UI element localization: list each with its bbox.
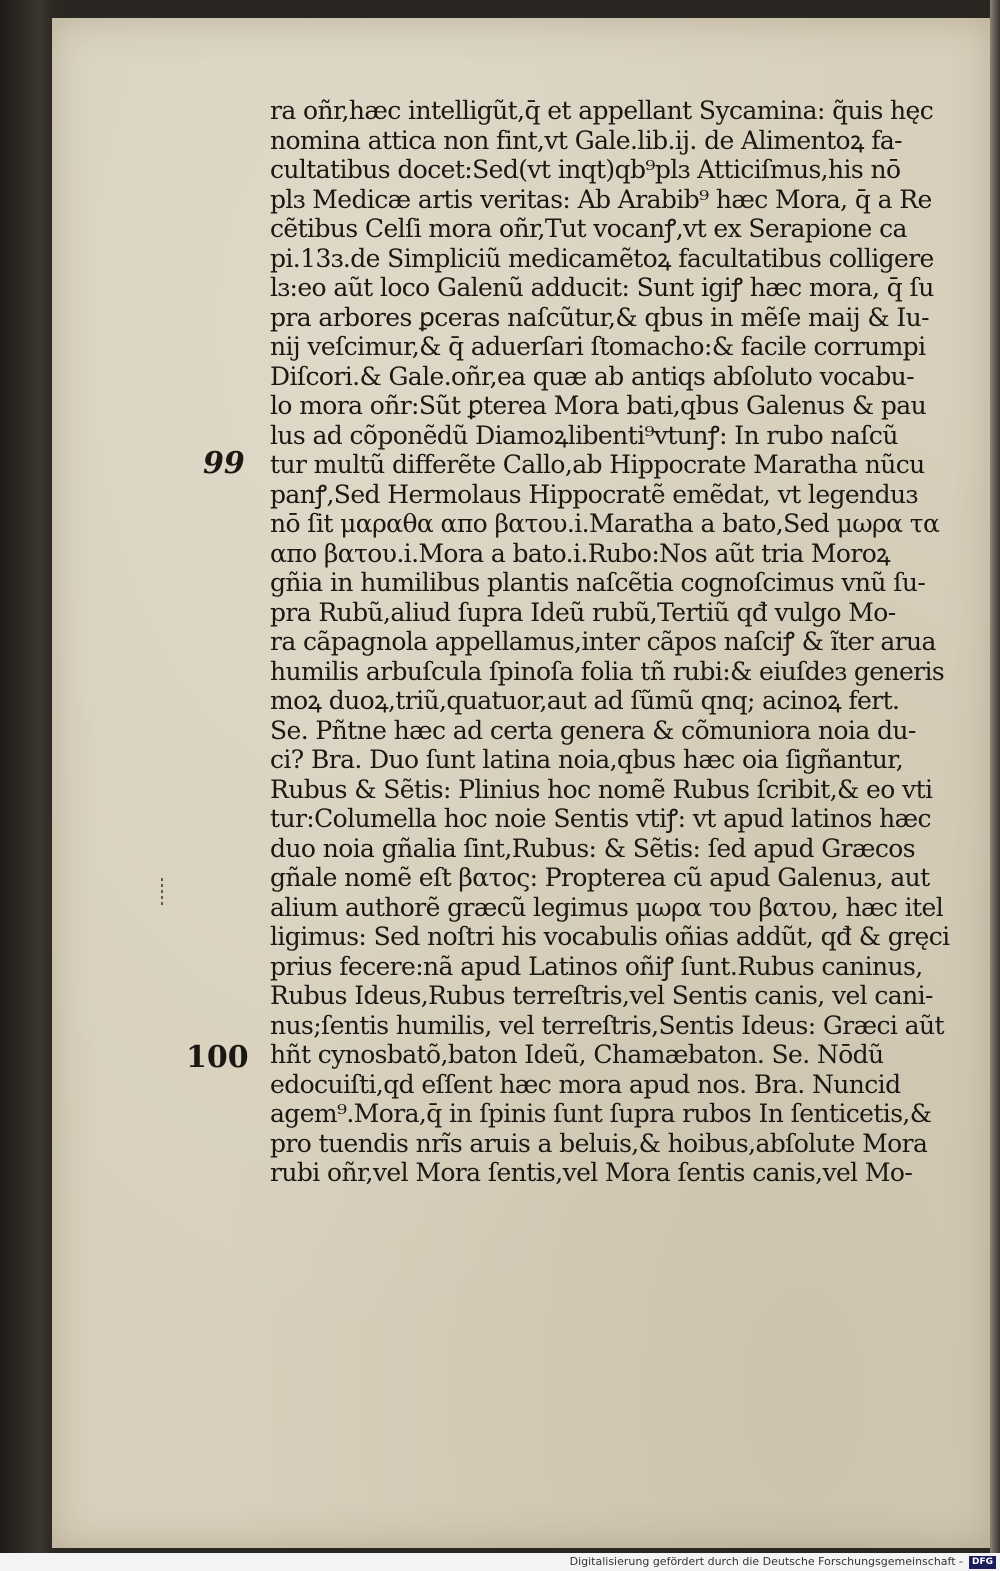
text-line: agem⁹.Mora,q̄ in ſpinis ſunt ſupra rubos In ſenticetis,& [270, 1099, 932, 1128]
text-line: rubi oñr,vel Mora ſentis,vel Mora ſentis canis,vel Mo- [270, 1158, 913, 1187]
text-line: ligimus: Sed noſtri his vocabulis oñias addũt, qđ & gręci [270, 922, 950, 951]
text-line: pra arbores ꝑceras naſcũtur,& qbus in mẽſe maij & Iu- [270, 302, 929, 332]
dfg-logo-icon: DFG [969, 1556, 996, 1569]
text-line: Se. Pñtne hæc ad certa genera & cõmuniora noia du- [270, 715, 916, 745]
text-line: alium authorẽ græcũ legimus μωρα του βατου, hæc itel [270, 892, 944, 922]
text-line: απο βατου.i.Mora a bato.i.Rubo:Nos aũt tria Moroꝝ [270, 538, 891, 568]
text-line: Rubus & Sẽtis: Plinius hoc nomẽ Rubus ſcribit,& eo vti [270, 774, 933, 804]
margin-mark [160, 878, 164, 908]
page-edge [990, 0, 1000, 1571]
text-line: nus;ſentis humilis, vel terreſtris,Sentis Ideus: Græci aũt [270, 1010, 944, 1040]
text-line: edocuiſti,qd eſſent hæc mora apud nos. Bra. Nuncid [270, 1069, 901, 1099]
text-line: humilis arbuſcula ſpinoſa folia tñ rubi:& eiuſdeɜ generis [270, 656, 945, 686]
text-line: nomina attica non fint,vt Gale.lib.ij. de Alimentoꝝ fa- [270, 125, 902, 155]
text-line: gñia in humilibus plantis naſcẽtia cognoſcimus vnũ ſu- [270, 568, 926, 597]
text-line: ra cãpagnola appellamus,inter cãpos naſciꝭ & ĩter arua [270, 627, 936, 656]
margin-note-99: 99 [203, 446, 245, 481]
text-line: pro tuendis nrĩs aruis a beluis,& hoibus,abſolute Mora [270, 1128, 928, 1158]
text-line: Rubus Ideus,Rubus terreſtris,vel Sentis canis, vel cani- [270, 981, 933, 1010]
text-line: lo mora oñr:Sũt ꝑterea Mora bati,qbus Galenus & pau [270, 391, 927, 420]
text-line: panꝭ,Sed Hermolaus Hippocratẽ emẽdat, vt legenduɜ [270, 479, 918, 509]
text-line: nō ſit μαραθα απο βατου.i.Maratha a bato,Sed μωρα τα [270, 509, 940, 538]
text-line: lɜ:eo aũt loco Galenũ adducit: Sunt igiꝭ hæc mora, q̄ ſu [270, 273, 934, 302]
text-line: cẽtibus Celſi mora oñr,Tut vocanꝭ,vt ex Serapione ca [270, 214, 907, 243]
text-line: prius fecere:nã apud Latinos oñiꝭ ſunt.Rubus caninus, [270, 951, 923, 981]
text-line: tur multũ differẽte Callo,ab Hippocrate Maratha nũcu [270, 450, 925, 479]
text-line: gñale nomẽ eſt βατος: Propterea cũ apud Galenuɜ, aut [270, 863, 930, 892]
margin-note-100: 100 [186, 1040, 249, 1075]
text-line: Diſcori.& Gale.oñr,ea quæ ab antiqs abſoluto vocabu- [270, 361, 915, 391]
text-line: plɜ Medicæ artis veritas: Ab Arabib⁹ hæc Mora, q̄ a Re [270, 184, 932, 214]
text-line: lus ad cõponẽdũ Diamoꝝlibenti⁹vtunꝭ: In rubo naſcũ [270, 420, 898, 450]
text-line: nij veſcimur,& q̄ aduerſari ſtomacho:& facile corrumpi [270, 332, 926, 361]
text-line: pra Rubũ,aliud ſupra Ideũ rubũ,Tertiũ qđ vulgo Mo- [270, 597, 896, 627]
text-line: ra oñr,hæc intelligũt,q̄ et appellant Sycamina: q̃uis hęc [270, 96, 934, 125]
text-line: hñt cynosbatõ,baton Ideũ, Chamæbaton. Se. Nōdũ [270, 1040, 884, 1069]
text-line: moꝝ duoꝝ,triũ,quatuor,aut ad ſũmũ qnq; acinoꝝ fert. [270, 686, 900, 715]
text-line: ci? Bra. Duo ſunt latina noia,qbus hæc oia ſigñantur, [270, 745, 904, 774]
text-line: cultatibus docet:Sed(vt inqt)qb⁹plɜ Atticiſmus,his nō [270, 155, 901, 184]
text-line: pi.13ɜ.de Simpliciũ medicamẽtoꝝ facultatibus colligere [270, 243, 934, 273]
text-line: tur:Columella hoc noie Sentis vtiꝭ: vt apud latinos hæc [270, 804, 931, 833]
text-line: duo noia gñalia ſint,Rubus: & Sẽtis: ſed apud Græcos [270, 833, 915, 863]
body-text [270, 96, 965, 1188]
funding-text: Digitalisierung gefördert durch die Deutsche Forschungsgemeinschaft - [569, 1555, 963, 1568]
funding-footer [0, 1553, 1000, 1571]
